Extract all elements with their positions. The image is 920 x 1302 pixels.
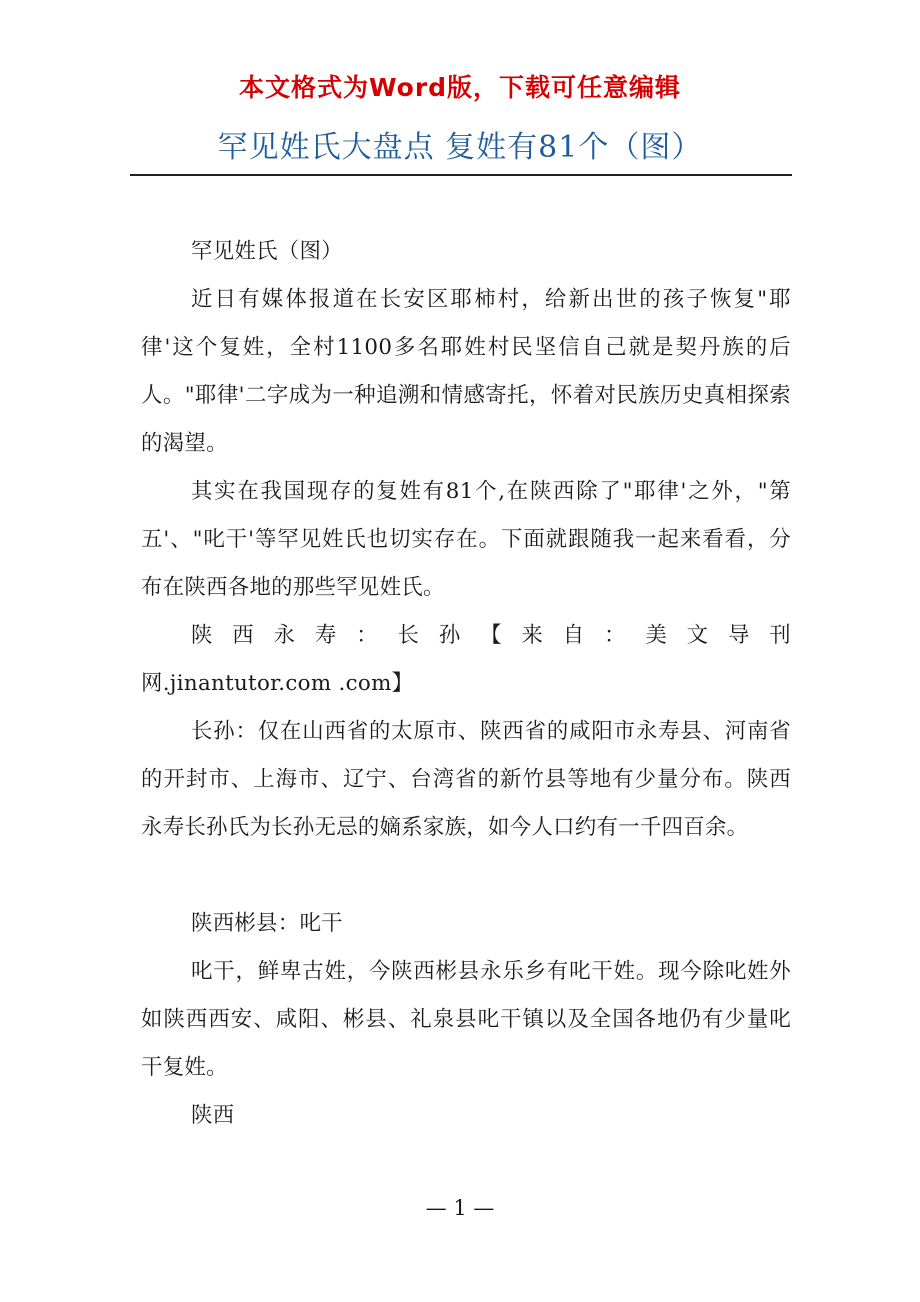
section-heading-chigan: 陕西彬县：叱干: [191, 911, 343, 936]
section-heading-shaanxi: 陕西: [191, 1103, 235, 1128]
title-divider: [130, 174, 792, 176]
paragraph-gap: [141, 852, 791, 900]
paragraph-changsun: 长孙：仅在山西省的太原市、陕西省的咸阳市永寿县、河南省的开封市、上海市、辽宁、台湾省的新竹县等地有少量分布。陕西永寿长孙氏为长孙无忌的嫡系家族，如今人口约有一千四百余。: [141, 719, 791, 840]
document-body: [141, 228, 791, 1140]
section-heading-changsun: 陕西永寿：长孙【来自：美文导刊: [191, 623, 791, 648]
paragraph-overview: 其实在我国现存的复姓有81个,在陕西除了"耶律'之外，"第五'、"叱干'等罕见姓氏也切实存在。下面就跟随我一起来看看，分布在陕西各地的那些罕见姓氏。: [141, 479, 791, 600]
page-number: — 1 —: [425, 1196, 495, 1220]
source-link: 网.jinantutor.com .com】: [141, 671, 414, 696]
download-banner: 本文格式为Word版，下载可任意编辑: [238, 73, 682, 102]
paragraph-chigan: 叱干，鲜卑古姓，今陕西彬县永乐乡有叱干姓。现今除叱姓外如陕西西安、咸阳、彬县、礼泉县叱干镇以及全国各地仍有少量叱干复姓。: [141, 959, 791, 1080]
document-title: 罕见姓氏大盘点 复姓有81个（图）: [217, 130, 703, 165]
paragraph-intro: 近日有媒体报道在长安区耶柿村，给新出世的孩子恢复"耶律'这个复姓，全村1100多名耶姓村民坚信自己就是契丹族的后人。"耶律'二字成为一种追溯和情感寄托，怀着对民族历史真相探索的渴望。: [141, 287, 791, 456]
paragraph-caption: 罕见姓氏（图）: [191, 239, 343, 264]
